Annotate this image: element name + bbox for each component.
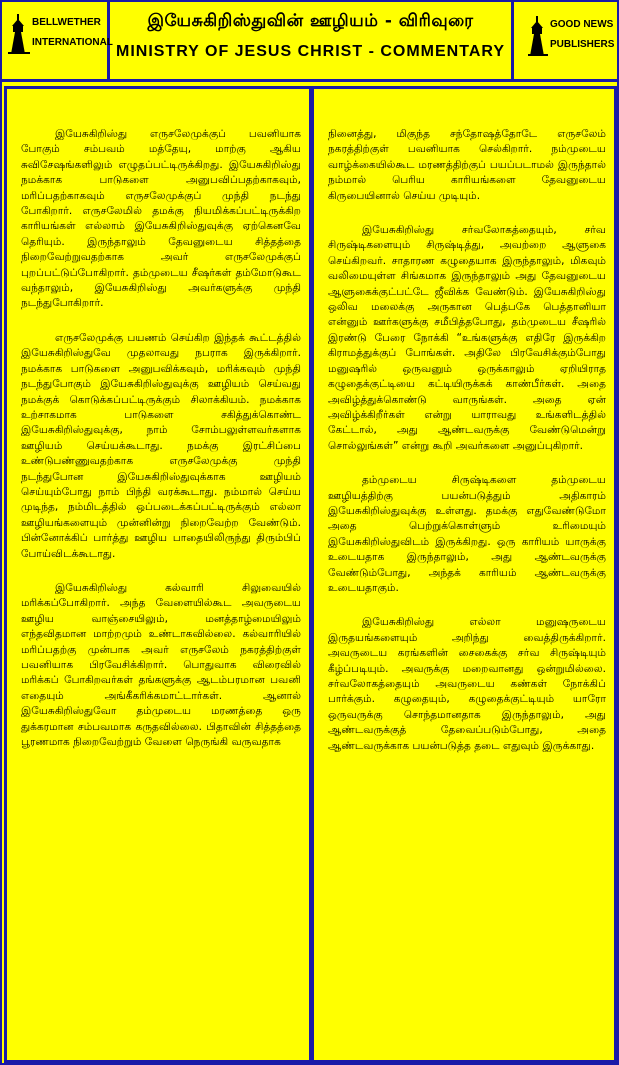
good-news-publishers-logo: [511, 2, 617, 79]
right-paragraph-4: இயேசுகிறிஸ்து எல்லா மனுஷருடைய இருதயங்களையும் அறிந்து வைத்திருக்கிறார். அவருடைய கரங்களின் சைகைக்கு சர்வ சிருஷ்டியும் கீழ்ப்படியும். அவருக்கு மறைவானது ஒன்றுமில்லை. சர்வலோகத்தையும் அவருடைய கண்கள் நோக்கிப் பார்க்கும். கழுதையும், கழுதைக்குட்டியும் யாரோ ஒருவருக்கு சொந்தமானதாக இருந்தாலும், அது ஆண்டவருக்குத் தேவைப்படும்போது, அதை ஆண்டவருக்காக பயன்படுத்த தடை எதுவும் இருக்காது.: [328, 616, 606, 752]
right-paragraph-3: தம்முடைய சிருஷ்டிகளை தம்முடைய ஊழியத்திற்கு பயன்படுத்தும் அதிகாரம் இயேசுகிறிஸ்துவுக்கு உள்ளது. தமக்கு எதுவேண்டுமோ அதை பெற்றுக்கொள்ளும் உரிமையும் இயேசுகிறிஸ்துவிடம் இருக்கிறது. ஒரு காரியம் யாருக்கு உடையதாக இருந்தாலும், அது ஆண்டவருக்கு வேண்டும்போது, அந்தக் காரியம் ஆண்டவருக்கு உடையதாகும்.: [328, 474, 606, 594]
page-title-english: MINISTRY OF JESUS CHRIST - COMMENTARY: [115, 43, 505, 60]
right-logo-line2: PUBLISHERS: [550, 39, 615, 50]
left-paragraph-2: எருசலேமுக்கு பயணம் செய்கிற இந்தக் கூட்டத்தில் இயேசுகிறிஸ்துவே முதலாவது நபராக இருக்கிறார். நமக்காக பாடுகளை அனுபவிக்கவும், மரிக்கவும் முந்தி நடந்துபோகும் இயேசுகிறிஸ்துவுக்கு ஊழியம் செய்வது நமக்குக் கொடுக்கப்பட்டிருக்கும் சிலாக்கியம். நமக்காக உற்சாகமாக பாடுகளை சகித்துக்கொண்ட இயேசுகிறிஸ்துவுக்கு, நாம் சோம்பலுள்ளவர்களாக ஊழியம் செய்யக்கூடாது. நமக்கு இரட்சிப்பை உண்டுபண்ணுவதற்காக எருசலேமுக்கு முந்தி நடந்துபோன இயேசுகிறிஸ்துவுக்காக ஊழியம் செய்யும்போது நாம் பிந்தி வரக்கூடாது. நம்மால் செய்ய முடிந்த, நம்மிடத்தில் ஒப்படைக்கப்பட்டிருக்கும் எல்லா ஊழியங்களையும் முன்னின்று நிறைவேற்ற வேண்டும். பின்னோக்கிப் பார்த்து ஊழிய பாதையிலிருந்து திரும்பிப் போய்விடக்கூடாது.: [21, 331, 301, 560]
page-title-tamil: இயேசுகிறிஸ்துவின் ஊழியம் - விரிவுரை: [147, 11, 474, 31]
page-header: [2, 2, 617, 82]
tower-icon: [8, 14, 30, 54]
right-column: [311, 86, 617, 1063]
left-logo-line2: INTERNATIONAL: [32, 37, 113, 48]
left-paragraph-3: இயேசுகிறிஸ்து கல்வாரி சிலுவையில் மரிக்கப்போகிறார். அந்த வேளையில்கூட அவருடைய ஊழிய வாஞ்சையிலும், மனத்தாழ்மையிலும் எந்தவிதமான மாற்றமும் உண்டாகவில்லை. கல்வாரியில் மரிப்பதற்கு முன்பாக அவர் எருசலேம் நகரத்திற்குள் பவனியாக பிரவேசிக்கிறார். பொதுவாக விரைவில் மரிக்கப் போகிறவர்கள் தங்களுக்கு ஆடம்பரமான பவனி எதையும் அங்கீகரிக்கமாட்டார்கள். ஆனால் இயேசுகிறிஸ்துவோ தம்முடைய மரணத்தை ஒரு துக்கரமான சம்பவமாக கருதவில்லை. பிதாவின் சித்தத்தை பூரணமாக நிறைவேற்றும் வேளை நெருங்கி வருவதாக: [21, 581, 301, 749]
right-paragraph-1: நினைத்து, மிகுந்த சந்தோஷத்தோடே எருசலேம் நகரத்திற்குள் பவனியாக செல்கிறார். நம்முடைய வாழ்க்கையில்கூட மரணத்திற்குப் பயப்படாமல் இருந்தால் நம்மால் பெரிய காரியங்களை தேவனுடைய கிருபையினால் செய்ய முடியும்.: [328, 128, 606, 202]
left-logo-line1: BELLWETHER: [32, 17, 101, 28]
right-logo-line1: GOOD NEWS: [550, 19, 614, 30]
right-paragraph-2: இயேசுகிறிஸ்து சர்வலோகத்தையும், சர்வ சிருஷ்டிகளையும் சிருஷ்டித்து, அவற்றை ஆளுகை செய்கிறவர். சாதாரண கழுதையாக இருந்தாலும், மிகவும் வலிமையுள்ள சிங்கமாக இருந்தாலும் அது தேவனுடைய ஆளுகைக்குட்பட்டே ஜீவிக்க வேண்டும். இயேசுகிறிஸ்து ஒலிவ மலைக்கு அருகான பெத்பகே பெத்தானியா என்னும் ஊர்களுக்கு சமீபித்தபோது, தம்முடைய சீஷரில் இரண்டு பேரை நோக்கி “உங்களுக்கு எதிரே இருக்கிற கிராமத்துக்குப் போங்கள். அதிலே பிரவேசிக்கும்போது மனுஷரில் ஒருவனும் ஒருக்காலும் ஏறியிராத கழுதைக்குட்டியை கட்டியிருக்கக் காண்பீர்கள். அதை அவிழ்த்துக்கொண்டு வாருங்கள். அதை ஏன் அவிழ்க்கிறீர்கள் என்று யாராவது உங்களிடத்தில் கேட்டால், அது ஆண்டவருக்கு வேண்டுமென்று சொல்லுங்கள்” என்று கூறி அவர்களை அனுப்புகிறார்.: [328, 224, 606, 452]
tower-icon: [528, 16, 548, 56]
left-column: [4, 86, 312, 1063]
header-title-box: [110, 2, 511, 79]
left-paragraph-1: இயேசுகிறிஸ்து எருசலேமுக்குப் பவனியாக போகும் சம்பவம் மத்தேயு, மாற்கு ஆகிய சுவிசேஷங்களிலும் எழுதப்பட்டிருக்கிறது. இயேசுகிறிஸ்து நமக்காக பாடுகளை அனுபவிப்பதற்காகவும், மரிப்பதற்காகவும் எருசலேமுக்குப் முந்தி நடந்து போகிறார். எருசலேமில் தமக்கு நியமிக்கப்பட்டிருக்கிற காரியங்கள் எல்லாம் இயேசுகிறிஸ்துவுக்கு ஏற்கெனவே தெரியும். இருந்தாலும் தேவனுடைய சித்தத்தை நிறைவேற்றுவதற்காக அவர் எருசலேமுக்குப் புறப்பட்டுப்போகிறார். தம்முடைய சீஷர்கள் தம்மோடுகூட வந்தாலும், இயேசுகிறிஸ்து அவர்களுக்கு முந்தி நடந்துபோகிறார்.: [21, 128, 301, 310]
bellwether-logo: [2, 2, 113, 79]
